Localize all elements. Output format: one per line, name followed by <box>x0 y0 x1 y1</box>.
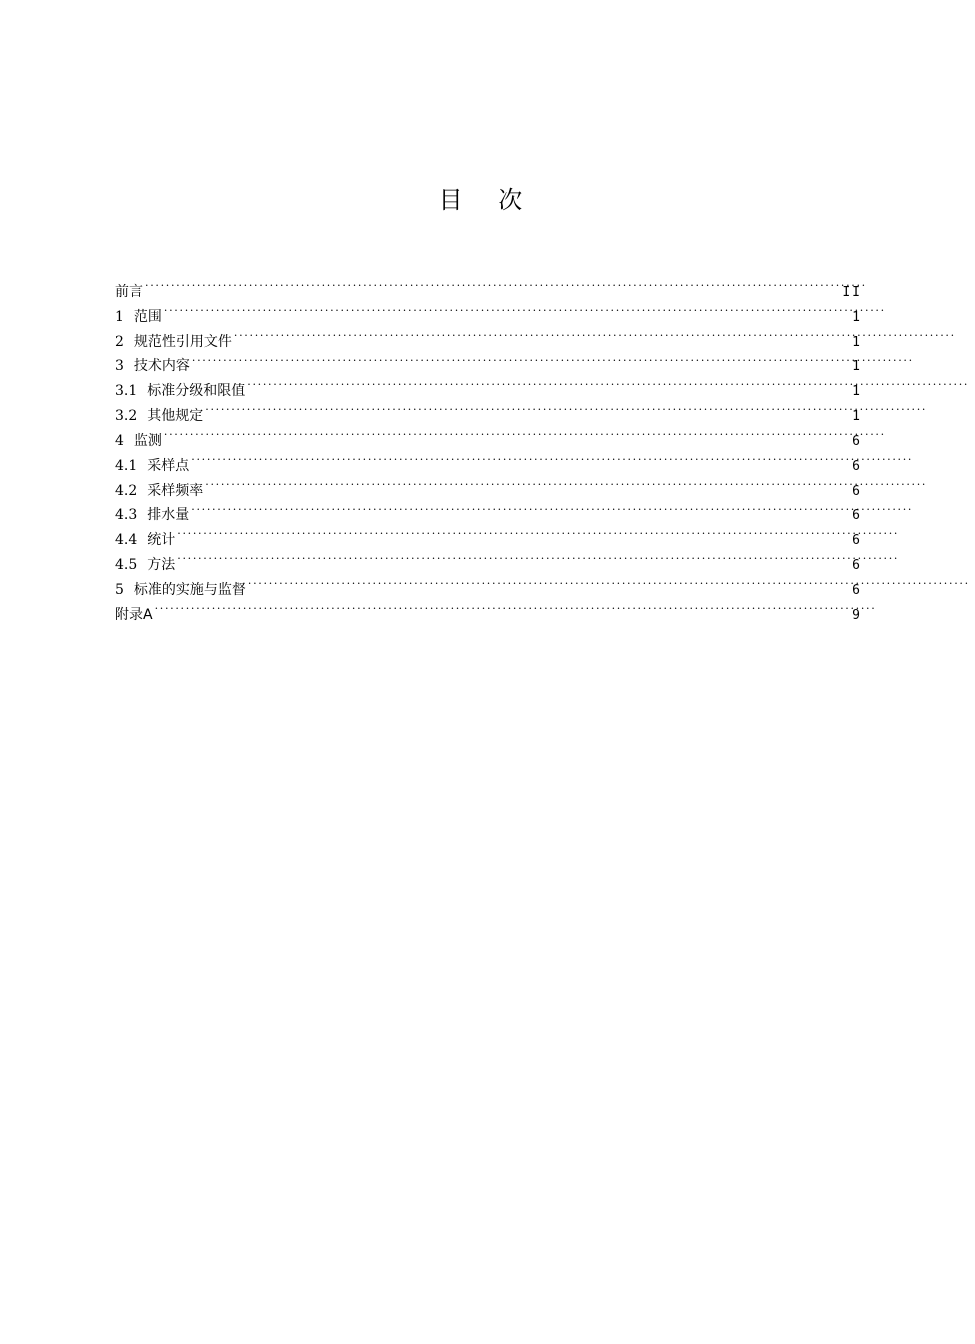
toc-dot-leader <box>247 370 850 395</box>
toc-entry-number: 4 <box>115 432 124 449</box>
toc-dot-leader <box>164 296 850 321</box>
toc-entry[interactable] <box>115 296 862 325</box>
toc-title: 目 次 <box>438 186 537 214</box>
toc-entry[interactable] <box>115 495 862 524</box>
toc-entry-page: 6 <box>852 508 862 524</box>
toc-entry[interactable] <box>115 271 862 300</box>
toc-entry-number: 4.4 <box>115 532 138 549</box>
toc-entry-label <box>115 305 162 330</box>
toc-entry-label <box>115 528 175 553</box>
toc-entry-page: 6 <box>852 483 862 499</box>
toc-entry[interactable] <box>115 346 862 375</box>
toc-entry-page: 1 <box>852 359 862 375</box>
toc-entry-text: 其他规定 <box>147 408 204 425</box>
toc-entry[interactable] <box>115 420 862 449</box>
toc-dot-leader <box>164 420 850 445</box>
toc-entry-label <box>115 354 190 379</box>
table-of-contents <box>115 271 862 623</box>
toc-entry-number: 3.1 <box>115 383 138 400</box>
toc-entry-label <box>115 429 162 454</box>
toc-entry-text: 标准分级和限值 <box>147 383 246 400</box>
toc-entry-page: 1 <box>852 309 862 325</box>
toc-entry-text: 统计 <box>147 532 176 549</box>
toc-dot-leader <box>177 519 850 544</box>
toc-entry-number: 4.3 <box>115 507 138 524</box>
toc-entry-page: 6 <box>852 458 862 474</box>
toc-entry-label <box>115 454 189 479</box>
toc-entry-label <box>115 479 203 504</box>
toc-dot-leader <box>191 445 850 470</box>
toc-entry-text: 采样点 <box>147 457 190 474</box>
toc-entry-page: 9 <box>852 607 862 623</box>
toc-dot-leader <box>191 495 850 520</box>
toc-entry-number: 5 <box>115 581 124 598</box>
toc-entry-text: 监测 <box>133 432 162 449</box>
toc-entry-text: 采样频率 <box>147 482 204 499</box>
toc-entry-number: 3.2 <box>115 408 138 425</box>
toc-entry-page: 6 <box>852 533 862 549</box>
toc-entry-text: 范围 <box>133 308 162 325</box>
toc-entry[interactable] <box>115 321 862 350</box>
toc-dot-leader <box>205 470 850 495</box>
toc-entry-number: 3 <box>115 358 124 375</box>
toc-entry-page: 6 <box>852 433 862 449</box>
toc-dot-leader <box>205 395 850 420</box>
toc-entry-number: 2 <box>115 333 124 350</box>
toc-entry-page: 1 <box>852 384 862 400</box>
toc-entry-page: 1 <box>852 334 862 350</box>
toc-entry-text: 附录A <box>115 606 153 623</box>
toc-dot-leader <box>234 321 850 346</box>
toc-entry-number: 1 <box>115 308 124 325</box>
toc-entry-label <box>115 553 175 578</box>
toc-entry-label <box>115 280 143 305</box>
toc-entry-page: II <box>842 284 862 300</box>
toc-dot-leader <box>155 594 851 619</box>
toc-entry-text: 规范性引用文件 <box>133 333 232 350</box>
toc-dot-leader <box>192 346 850 371</box>
toc-dot-leader <box>248 569 850 594</box>
toc-entry-number: 4.1 <box>115 457 138 474</box>
toc-entry-page: 6 <box>852 558 862 574</box>
toc-entry[interactable] <box>115 544 862 574</box>
toc-entry[interactable] <box>115 594 862 623</box>
toc-entry-page: 6 <box>852 582 862 598</box>
toc-entry-text: 排水量 <box>147 507 190 524</box>
toc-entry[interactable] <box>115 519 862 549</box>
toc-entry-text: 标准的实施与监督 <box>133 581 246 598</box>
toc-entry-number: 4.5 <box>115 557 138 574</box>
toc-dot-leader <box>177 544 850 569</box>
toc-entry[interactable] <box>115 569 862 598</box>
toc-entry[interactable] <box>115 445 862 474</box>
toc-entry-label <box>115 603 153 628</box>
toc-dot-leader <box>145 271 840 296</box>
toc-entry-text: 技术内容 <box>133 358 190 375</box>
toc-entry-text: 方法 <box>147 557 176 574</box>
toc-entry[interactable] <box>115 470 862 499</box>
toc-entry-page: 1 <box>852 409 862 425</box>
toc-entry[interactable] <box>115 370 862 400</box>
toc-entry-text: 前言 <box>115 283 143 300</box>
toc-entry-number: 4.2 <box>115 482 138 499</box>
toc-entry[interactable] <box>115 395 862 425</box>
